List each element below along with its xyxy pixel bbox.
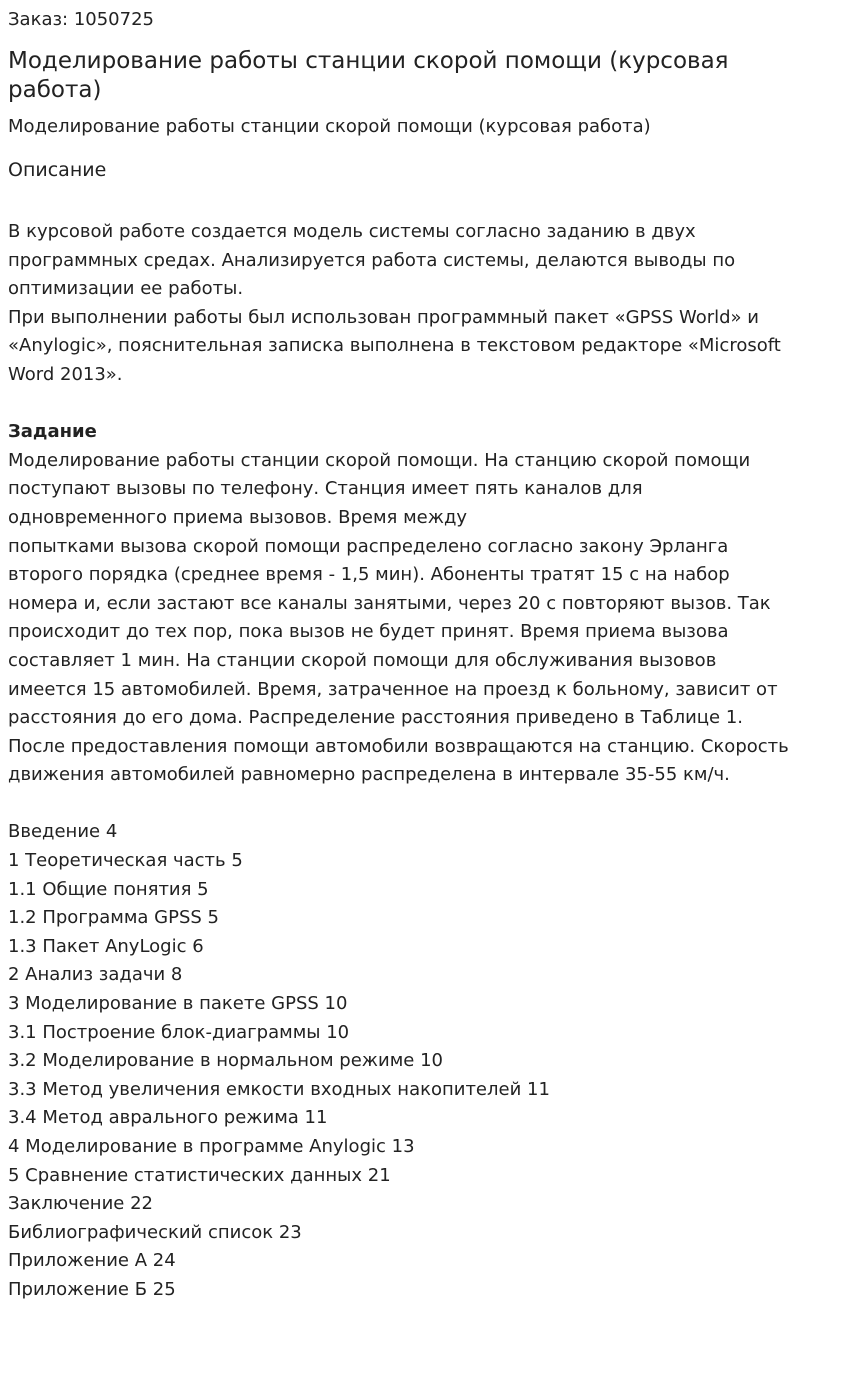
toc-item: 1.2 Программа GPSS 5	[8, 907, 219, 929]
description-heading: Описание	[8, 159, 107, 181]
task-line: происходит до тех пор, пока вызов не будет принят. Время приема вызова	[8, 621, 729, 643]
task-line: одновременного приема вызовов. Время между	[8, 506, 468, 528]
toc-item: 2 Анализ задачи 8	[8, 964, 183, 986]
description-line: оптимизации ее работы.	[8, 278, 244, 300]
task-line: Моделирование работы станции скорой помощи. На станцию скорой помощи	[8, 449, 751, 471]
task-line: номера и, если застают все каналы занятыми, через 20 с повторяют вызов. Так	[8, 592, 771, 614]
toc-item: Приложение Б 25	[8, 1278, 176, 1300]
description-line: В курсовой работе создается модель системы согласно заданию в двух	[8, 221, 696, 242]
toc-item: 1.1 Общие понятия 5	[8, 878, 209, 900]
task-line: имеется 15 автомобилей. Время, затраченное на проезд к больному, зависит от	[8, 678, 778, 700]
toc-item: 3.2 Моделирование в нормальном режиме 10	[8, 1050, 443, 1072]
toc-item: 3.3 Метод увеличения емкости входных накопителей 11	[8, 1078, 550, 1100]
toc-item: 4 Моделирование в программе Anylogic 13	[8, 1136, 415, 1157]
task-line: поступают вызовы по телефону. Станция имеет пять каналов для	[8, 478, 643, 500]
description-line: При выполнении работы был использован программный пакет «GPSS World» и	[8, 306, 759, 328]
task-heading: Задание	[8, 421, 97, 443]
toc-item: 1.3 Пакет AnyLogic 6	[8, 935, 204, 957]
toc-item: 3 Моделирование в пакете GPSS 10	[8, 993, 348, 1015]
task-line: составляет 1 мин. На станции скорой помощи для обслуживания вызовов	[8, 649, 717, 671]
spacer	[8, 790, 839, 819]
toc-item: 1 Теоретическая часть 5	[8, 850, 243, 872]
toc-item: Библиографический список 23	[8, 1221, 302, 1243]
task-line: движения автомобилей равномерно распределена в интервале 35-55 км/ч.	[8, 764, 730, 786]
toc-item: 3.1 Построение блок-диаграммы 10	[8, 1021, 350, 1043]
toc-item: Заключение 22	[8, 1193, 153, 1215]
description-line: «Anylogic», пояснительная записка выполнена в текстовом редакторе «Microsoft	[8, 335, 781, 357]
task-line: попытками вызова скорой помощи распределено согласно закону Эрланга	[8, 535, 729, 557]
toc-item: 3.4 Метод аврального режима 11	[8, 1107, 328, 1129]
description-line: программных средах. Анализируется работа системы, делаются выводы по	[8, 249, 736, 271]
task-line: расстояния до его дома. Распределение расстояния приведено в Таблице 1.	[8, 707, 744, 729]
task-line: второго порядка (среднее время - 1,5 мин). Абоненты тратят 15 с на набор	[8, 564, 730, 586]
description-line: Word 2013».	[8, 363, 123, 385]
task-line: После предоставления помощи автомобили возвращаются на станцию. Скорость	[8, 735, 789, 757]
toc-item: Приложение А 24	[8, 1250, 176, 1272]
page-subtitle: Моделирование работы станции скорой помощи (курсовая работа)	[8, 116, 651, 137]
order-number: Заказ: 1050725	[8, 9, 154, 30]
description-body	[8, 218, 839, 1305]
spacer	[8, 390, 839, 419]
toc-item: Введение 4	[8, 821, 118, 843]
toc-item: 5 Сравнение статистических данных 21	[8, 1164, 391, 1186]
page-title: Моделирование работы станции скорой помощи (курсовая работа)	[8, 48, 729, 103]
